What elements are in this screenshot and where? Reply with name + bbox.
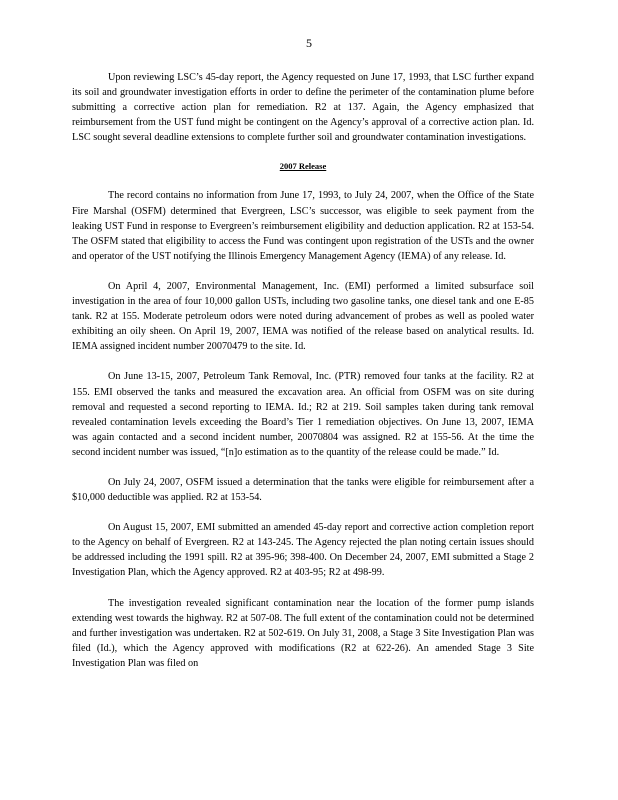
section-heading-text: 2007 Release (279, 161, 327, 172)
paragraph: The investigation revealed significant contamination near the location of the former pump islands extending west towards the highway. R2 at 507-08. The full extent of the contamination could not be determined and further investigation was undertaken. R2 at 502-619. On July 31, 2008, a Stage 3 Site Investigation Plan was filed (Id.), which the Agency approved with modifications (R2 at 622-26). An amended Stage 3 Site Investigation Plan was filed on (72, 597, 534, 669)
paragraph: Upon reviewing LSC’s 45-day report, the Agency requested on June 17, 1993, that LSC further expand its soil and groundwater investigation efforts in order to define the perimeter of the contamination plume before submitting a corrective action plan for remediation. R2 at 137. Again, the Agency emphasized that reimbursement from the UST fund might be contingent on the Agency’s approval of a corrective action plan. Id. LSC sought several deadline extensions to complete further soil and groundwater contamination investigations. (72, 72, 534, 144)
page-number: 5 (306, 36, 312, 50)
paragraph: On August 15, 2007, EMI submitted an amended 45-day report and corrective action completion report to the Agency on behalf of Evergreen. R2 at 143-245. The Agency rejected the plan noting certain issues should be addressed including the 1991 spill. R2 at 395-96; 398-400. On December 24, 2007, EMI submitted a Stage 2 Investigation Plan, which the Agency approved. R2 at 403-95; R2 at 498-99. (72, 522, 534, 579)
paragraph: The record contains no information from June 17, 1993, to July 24, 2007, when the Office of the State Fire Marshal (OSFM) determined that Evergreen, LSC’s successor, was eligible to seek payment from the leaking UST Fund in response to Evergreen’s reimbursement eligibility and deduction application. R2 at 153-54. The OSFM stated that eligibility to access the Fund was contingent upon registration of the USTs and the owner and operator of the UST notifying the Illinois Emergency Management Agency (IEMA) of any release. Id. (72, 190, 534, 262)
body-text (72, 70, 534, 671)
paragraph: On April 4, 2007, Environmental Management, Inc. (EMI) performed a limited subsurface soil investigation in the area of four 10,000 gallon USTs, including two gasoline tanks, one diesel tank and one E-85 tank. R2 at 155. Moderate petroleum odors were noted during advancement of probes as well as pooled water exhibiting an oily sheen. On April 19, 2007, IEMA was notified of the release based on analytical results. Id. IEMA assigned incident number 20070479 to the site. Id. (72, 280, 534, 353)
section-heading (72, 160, 534, 172)
paragraph: On July 24, 2007, OSFM issued a determination that the tanks were eligible for reimbursement after a $10,000 deductible was applied. R2 at 153-54. (72, 476, 534, 504)
paragraph: On June 13-15, 2007, Petroleum Tank Removal, Inc. (PTR) removed four tanks at the facility. R2 at 155. EMI observed the tanks and measured the excavation area. An official from OSFM was on site during removal and requested a second reporting to IEMA. Id.; R2 at 219. Soil samples taken during tank removal revealed contamination levels exceeding the Board’s Tier 1 remediation objectives. On June 13, 2007, IEMA was again contacted and a second incident number, 20070804 was assigned. R2 at 155-56. At the time the second incident number was issued, “[n]o estimation as to the quantity of the release could be made.” Id. (72, 371, 534, 458)
